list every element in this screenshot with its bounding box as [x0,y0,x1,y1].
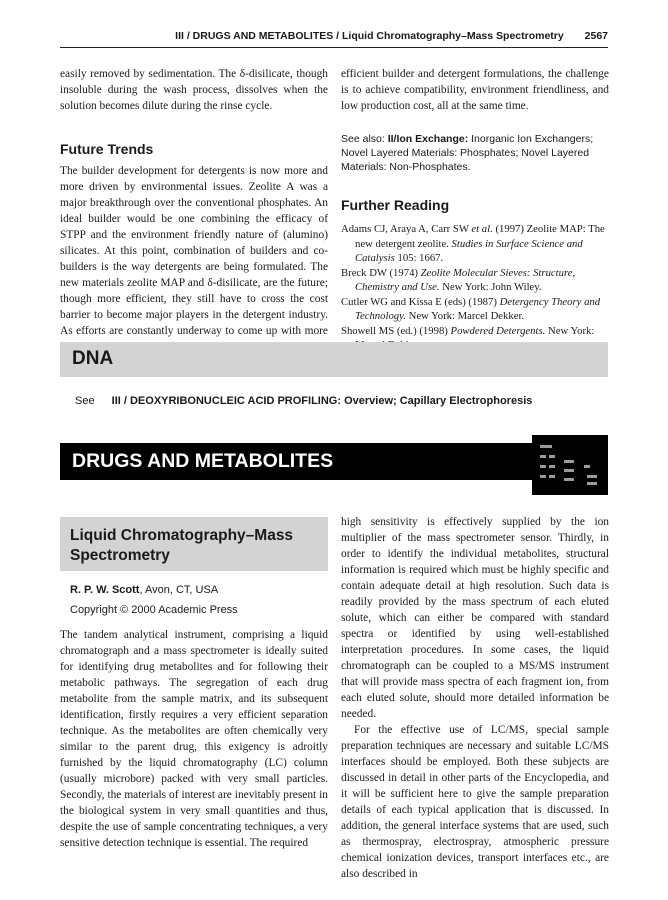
paragraph: easily removed by sedimentation. The δ-disilicate, though insoluble during the wash process, dissolves when the solution becomes dilute during the rinse cycle. [60,68,328,112]
article-right-column [341,514,609,882]
see-label: See [75,395,95,407]
further-reading-heading: Further Reading [341,197,450,213]
running-title: III / DRUGS AND METABOLITES / Liquid Chromatography–Mass Spectrometry [175,30,564,42]
drugs-section-band [60,443,532,480]
paragraph: high sensitivity is effectively supplied by the ion multiplier of the mass spectrometer sensor. Thirdly, in order to identify the individual metabolites, structural information is required which must be highly specific and contain adequate detail at high resolution. Such data is readily provided by the mass spectrum of each eluted solute, which can either be compared with standard spectra or identified by using well-established interpretation procedures. In some cases, the liquid chromatograph can be coupled to a MS/MS instrument that will provide mass spectra of each fragment ion, from each eluted solute, should more detailed information be needed. [341,516,609,720]
author-location: , Avon, CT, USA [139,584,219,596]
article-left-column [60,627,328,851]
top-left-column [60,66,328,355]
dna-title: DNA [72,348,114,369]
running-head [60,30,608,46]
article-title: Liquid Chromatography–Mass Spectrometry [70,527,294,564]
dna-section-band [60,342,608,377]
paragraph: efficient builder and detergent formulations, the challenge is to achieve compatibility, environment friendliness, and low production cost, all at the same time. [341,68,609,112]
dna-cross-reference [75,395,532,407]
reference-item: Cutler WG and Kissa E (eds) (1987) Detergency Theory and Technology. New York: Marcel Dekker. [341,295,601,322]
see-also-link[interactable]: II/Ion Exchange: [387,133,469,145]
drugs-title: DRUGS AND METABOLITES [72,450,334,472]
top-right-column [341,66,609,353]
reference-list [341,222,609,353]
see-also-text: Novel Layered Materials: Phosphates; Novel Layered Materials: Non-Phosphates. [341,147,590,173]
see-also [341,132,609,174]
see-also-label: See also: [341,133,385,145]
paragraph: For the effective use of LC/MS, special sample preparation techniques are necessary and suitable LC/MS interfaces should be employed. Both these subjects are discussed in detail in other parts of the Encyclopedia, and it will be sufficient here to give the sample preparation details of each typical application that is discussed. In addition, the general interface systems that are used, such as thermospray, electrospray, atmospheric pressure chemical ionization devices, transport interfaces etc., are also described in [341,724,609,880]
reference-item: Adams CJ, Araya A, Carr SW et al. (1997) Zeolite MAP: The new detergent zeolite. Studies in Surface Science and Catalysis 105: 1667. [341,223,605,264]
author-name: R. P. W. Scott [70,584,140,596]
page-number: 2567 [584,30,608,42]
paragraph: The tandem analytical instrument, comprising a liquid chromatograph and a mass spectrometer is ideally suited for identifying drug metabolites and for following their metabolic pathways. The segregation of each drug metabolite from the sample matrix, and its subsequent identification, firstly requires a very efficient separation technique. As the metabolites are often chemically very similar to the parent drug, this exigency is adroitly furnished by the liquid chromatography (LC) column (usually microbore) packed with very small particles. Secondly, the materials of interest are inevitably present in the biological system in very small quantities and thus, despite the use of sample concentrating techniques, a very sensitive detection technique is essential. The required [60,629,328,849]
copyright-line: Copyright © 2000 Academic Press [70,604,238,616]
see-also-text: Inorganic Ion Exchangers; [471,133,594,145]
future-trends-heading: Future Trends [60,141,154,157]
author-line [70,584,218,596]
dna-see-link[interactable]: III / DEOXYRIBONUCLEIC ACID PROFILING: Overview; Capillary Electrophoresis [111,395,533,407]
paragraph: The builder development for detergents is now more and more driven by environmental issues. Zeolite A was a major breakthrough over the conventional phosphates. An ideal builder would be one combining the efficacy of STPP and the environment friendly nature of (alumino) silicates. At this point, combination of builders and co-builders is the way detergents are being formulated. The new materials zeolite MAP and δ-disilicate, are the future; though more efficient, they still have to cross the cost barrier to become major players in the detergent industry. As efforts are constantly underway to come up with more [60,165,328,337]
chromatogram-icon [532,435,608,495]
article-title-band [60,517,328,571]
reference-item: Breck DW (1974) Zeolite Molecular Sieves: Structure, Chemistry and Use. New York: John Wiley. [341,266,576,293]
header-rule [60,47,608,48]
reference-item: Showell MS (ed.) (1998) Powdered Detergents. New York: [341,324,595,337]
